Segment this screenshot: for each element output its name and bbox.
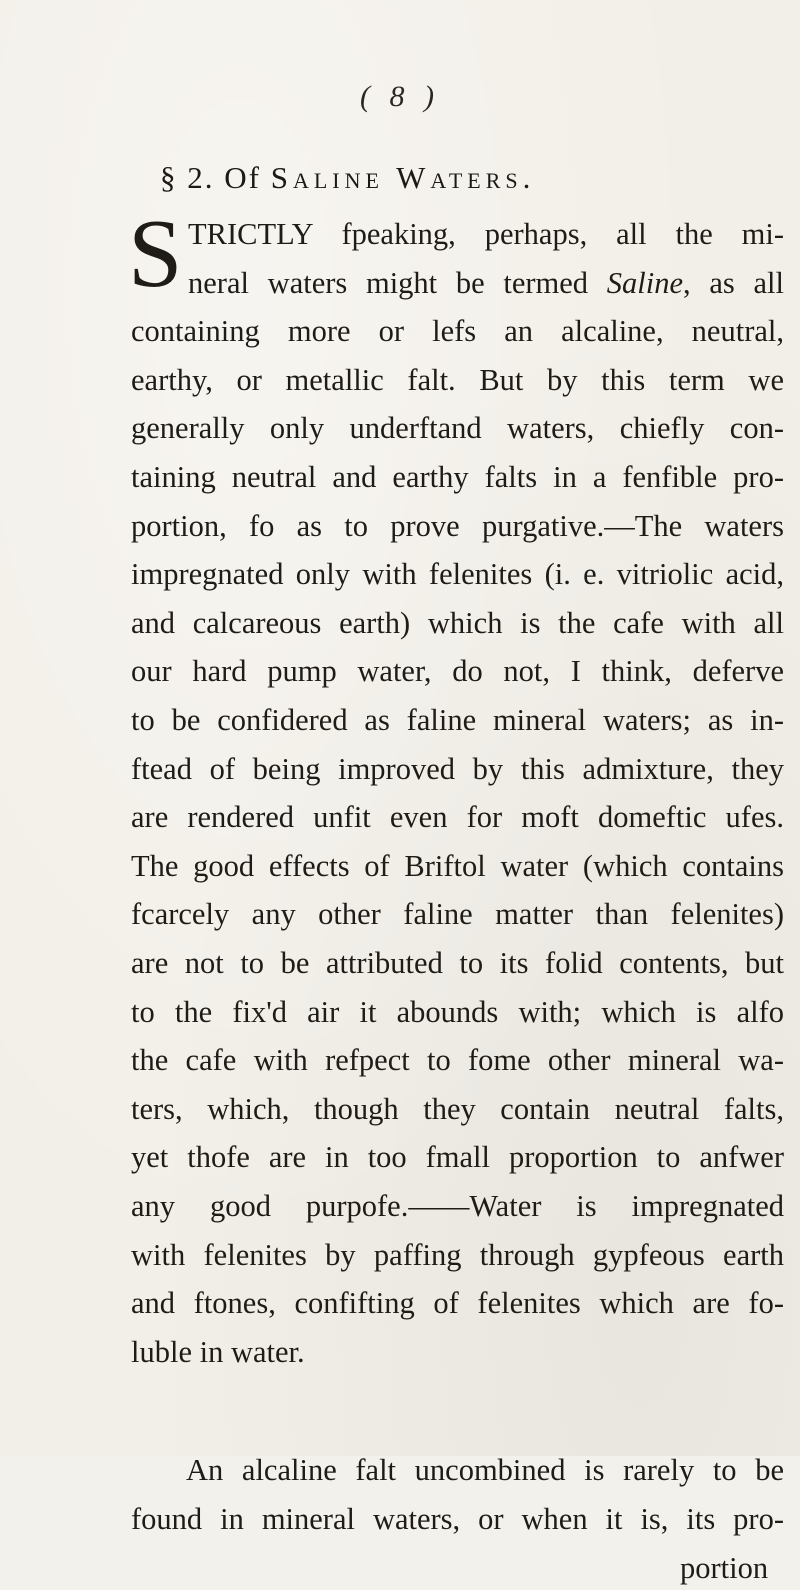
text-line-17: to the fix'd air it abounds with; which is alfo [131, 994, 784, 1029]
text-line-18: the cafe with refpect to fome other mineral wa- [131, 1043, 784, 1078]
text-line-2-b: , as all [683, 265, 784, 300]
text-line-2-italic: Saline [606, 265, 684, 300]
text-line-12: ftead of being improved by this admixture, they [131, 751, 784, 786]
text-line-21: any good purpofe.——Water is impregnated [131, 1189, 784, 1223]
text-line-2-a: neral waters might be termed [188, 265, 589, 300]
text-line-10: our hard pump water, do not, I think, deferve [131, 654, 784, 689]
text-line-14: The good effects of Briftol water (which contains [131, 848, 784, 883]
text-line-13: are rendered unfit even for moft domeftic ufes. [131, 800, 784, 835]
text-line-5: generally only underftand waters, chiefly con- [131, 411, 784, 446]
text-line-3: containing more or lefs an alcaline, neutral, [131, 314, 784, 349]
text-line-1: TRICTLY fpeaking, perhaps, all the mi- [188, 217, 784, 251]
text-line-4: earthy, or metallic falt. But by this term we [131, 362, 784, 397]
section-heading [160, 160, 720, 196]
drop-cap: S [128, 200, 183, 308]
text-line-8: impregnated only with felenites (i. e. vitriolic acid, [131, 557, 784, 592]
text-line-2 [188, 261, 784, 305]
section-heading-title: Saline Waters. [270, 160, 536, 195]
catchword: portion [680, 1550, 769, 1585]
text-line-19: ters, which, though they contain neutral falts, [131, 1091, 784, 1126]
text-line-7: portion, fo as to prove purgative.—The waters [131, 508, 784, 543]
text-line-20: yet thofe are in too fmall proportion to anfwer [131, 1140, 784, 1175]
page-number: ( 8 ) [360, 80, 440, 113]
text-line-24: luble in water. [131, 1334, 305, 1369]
text-line-6: taining neutral and earthy falts in a fenfible pro- [131, 460, 784, 494]
paragraph2-line-1: An alcaline falt uncombined is rarely to be [186, 1453, 784, 1488]
text-line-23: and ftones, confifting of felenites which are fo- [131, 1286, 784, 1321]
section-heading-prefix: § 2. Of [160, 160, 271, 195]
paragraph2-line-2: found in mineral waters, or when it is, its pro- [131, 1502, 784, 1536]
text-line-9: and calcareous earth) which is the cafe with all [131, 605, 784, 640]
text-line-16: are not to be attributed to its folid contents, but [131, 946, 784, 980]
text-line-15: fcarcely any other faline matter than felenites) [131, 897, 784, 932]
text-line-11: to be confidered as faline mineral waters; as in- [131, 703, 784, 737]
text-line-22: with felenites by paffing through gypfeous earth [131, 1237, 784, 1272]
